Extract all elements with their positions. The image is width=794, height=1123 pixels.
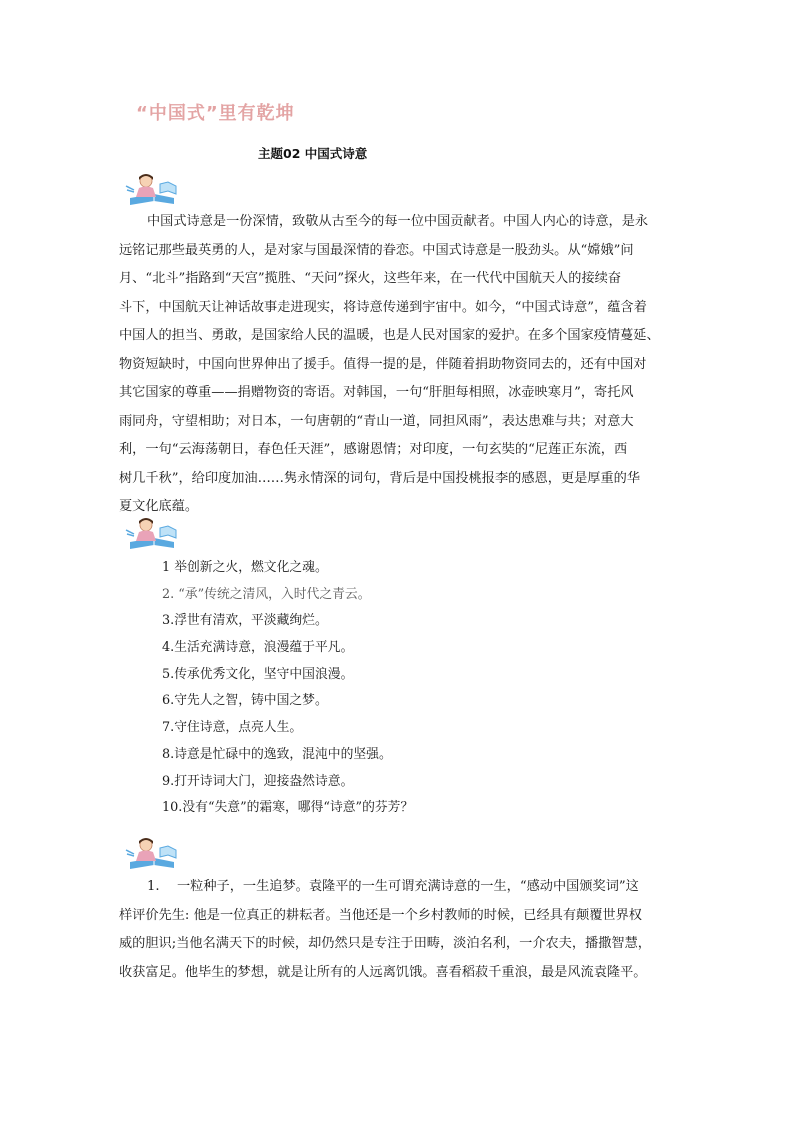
list-item: 5.传承优秀文化，坚守中国浪漫。 xyxy=(162,666,354,682)
reading-girl-book-icon xyxy=(124,516,180,552)
text-line: 雨同舟，守望相助；对日本，一句唐朝的“青山一道，同担风雨”，表达患难与共；对意大 xyxy=(119,413,634,429)
reading-girl-book-icon xyxy=(124,836,180,872)
list-item: 7.守住诗意，点亮人生。 xyxy=(162,720,303,736)
list-item: 3.浮世有清欢，平淡藏绚烂。 xyxy=(162,613,328,629)
text-line: 远铭记那些最英勇的人，是对家与国最深情的眷恋。中国式诗意是一股劲头。从“嫦娥”问 xyxy=(119,242,634,258)
example-paragraph xyxy=(119,873,681,987)
list-item: 6.守先人之智，铸中国之梦。 xyxy=(162,693,328,709)
text-line: 中国人的担当、勇敢，是国家给人民的温暖，也是人民对国家的爱护。在多个国家疫情蔓延、 xyxy=(119,328,660,343)
text-line: 利，一句“云海荡朝日，春色任天涯”，感谢恩情；对印度，一句玄奘的“尼莲正东流，西 xyxy=(119,442,628,457)
page-title: “中国式”里有乾坤 xyxy=(136,103,295,124)
text-line: 中国式诗意是一份深情，致敬从古至今的每一位中国贡献者。中国人内心的诗意，是永 xyxy=(147,214,649,229)
intro-paragraph xyxy=(119,208,681,522)
list-item: 8.诗意是忙碌中的逸致，混沌中的坚强。 xyxy=(162,746,392,762)
text-line: 树几千秋”，给印度加油……隽永情深的词句，背后是中国投桃报李的感恩，更是厚重的华 xyxy=(119,470,641,486)
text-line: 夏文化底蕴。 xyxy=(119,499,199,514)
text-line: 收获富足。他毕生的梦想，就是让所有的人远离饥饿。喜看稻菽千重浪，最是风流袁隆平。 xyxy=(119,964,647,980)
section-subtitle: 主题02 中国式诗意 xyxy=(258,146,368,161)
list-item: 10.没有“失意”的霜寒，哪得“诗意”的芬芳？ xyxy=(162,800,414,816)
list-item: 1 举创新之火，燃文化之魂。 xyxy=(162,560,328,575)
phrase-list xyxy=(162,556,413,823)
list-item: 9.打开诗词大门，迎接盎然诗意。 xyxy=(162,773,354,789)
text-line: 物资短缺时，中国向世界伸出了援手。值得一提的是，伴随着捐助物资同去的，还有中国对 xyxy=(119,356,647,372)
text-line: 斗下，中国航天让神话故事走进现实，将诗意传递到宇宙中。如今，“中国式诗意”，蕴含着 xyxy=(119,299,647,315)
text-line: 其它国家的尊重——捐赠物资的寄语。对韩国，一句“肝胆每相照，冰壶映寒月”，寄托风 xyxy=(119,385,634,400)
text-line: 月、“北斗”指路到“天宫”揽胜、“天问”探火，这些年来，在一代代中国航天人的接续奋 xyxy=(119,271,622,286)
text-line: 威的胆识;当他名满天下的时候，却仍然只是专注于田畴，淡泊名利，一介农夫，播撒智慧， xyxy=(119,936,651,951)
list-item: 4.生活充满诗意，浪漫蕴于平凡。 xyxy=(162,640,354,656)
text-line: 1. 一粒种子，一生追梦。袁隆平的一生可谓充满诗意的一生，“感动中国颁奖词”这 xyxy=(147,879,639,894)
list-item: 2. “承”传统之清风，入时代之青云。 xyxy=(162,586,371,602)
text-line: 样评价先生: 他是一位真正的耕耘者。当他还是一个乡村教师的时候，已经具有颠覆世界权 xyxy=(119,907,642,923)
reading-girl-book-icon xyxy=(124,172,180,208)
